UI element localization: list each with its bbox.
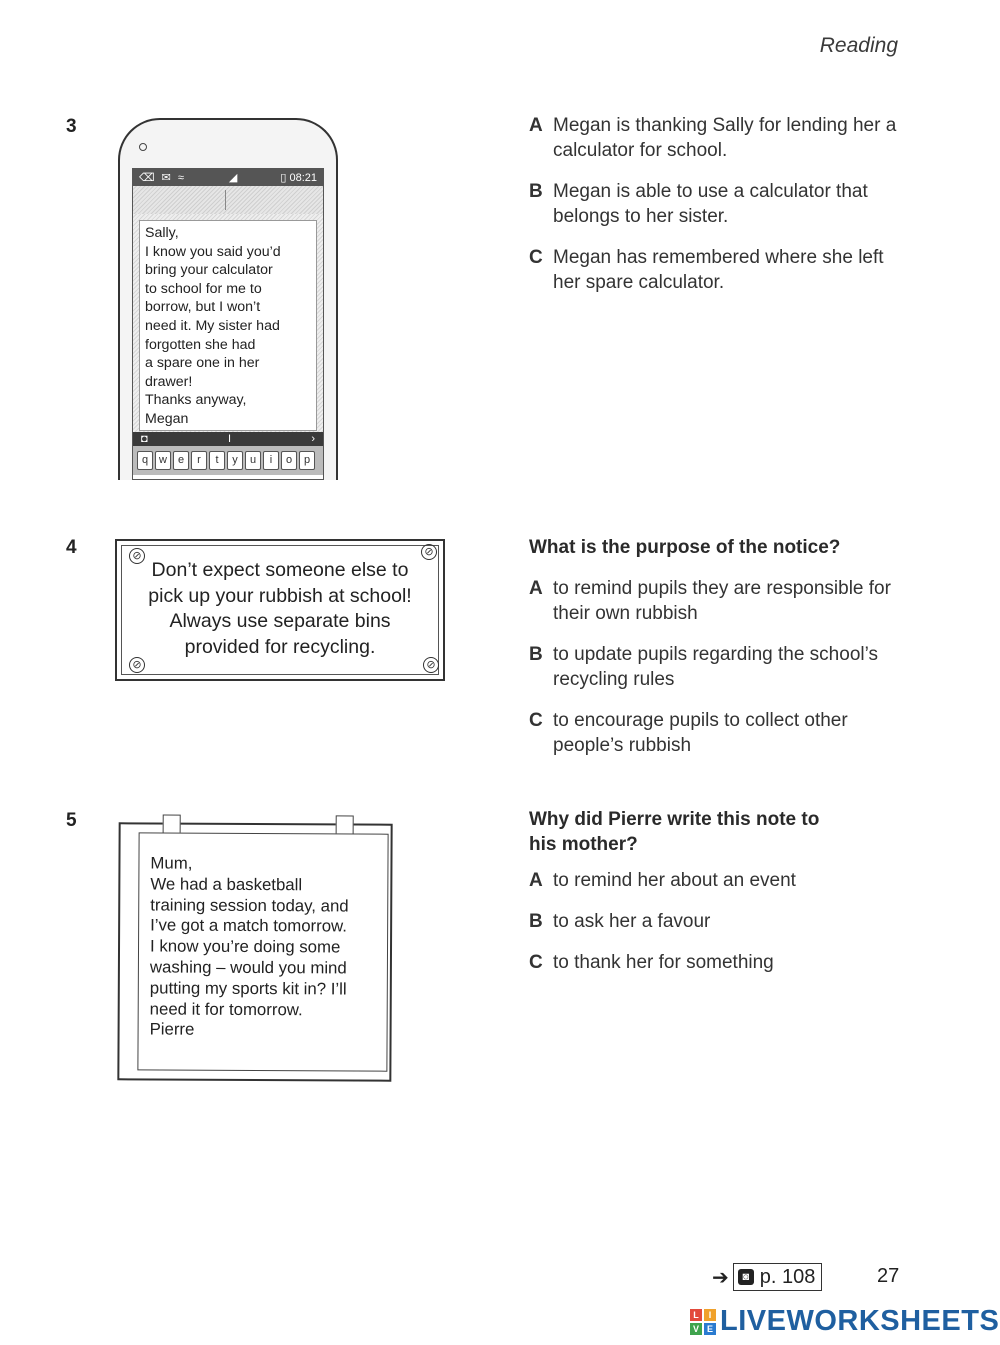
note-line: training session today, and xyxy=(150,895,349,916)
section-title: Reading xyxy=(819,34,898,57)
option-letter: C xyxy=(529,710,543,731)
option-b[interactable] xyxy=(529,642,898,692)
screw-icon: ⊘ xyxy=(129,657,145,673)
option-letter: A xyxy=(529,115,543,136)
option-letter: A xyxy=(529,870,543,891)
brand-logo-letter: I xyxy=(704,1309,716,1321)
question-text: What is the purpose of the notice? xyxy=(529,537,841,558)
phone-time: 08:21 xyxy=(289,172,317,184)
option-a[interactable] xyxy=(529,868,898,893)
notice-line: provided for recycling. xyxy=(184,635,376,658)
question-number-5: 5 xyxy=(66,810,77,831)
brand-name: LIVEWORKSHEETS xyxy=(720,1305,1000,1337)
keyboard-key: i xyxy=(263,451,279,470)
screw-icon: ⊘ xyxy=(129,548,145,564)
phone-keyboard xyxy=(133,446,323,475)
page-ref-text: p. 108 xyxy=(759,1265,816,1288)
option-b[interactable] xyxy=(529,179,898,229)
signal-icon: ◢ xyxy=(228,172,238,184)
notice-line: Always use separate bins xyxy=(169,610,391,632)
book-icon: ◙ xyxy=(738,1269,754,1285)
message-line: to school for me to xyxy=(145,280,262,297)
pinned-note xyxy=(117,822,392,1081)
option-text: to thank her for something xyxy=(553,952,774,973)
note-line: I know you’re doing some xyxy=(149,936,341,957)
message-area xyxy=(133,214,323,432)
message-box xyxy=(139,220,317,431)
q4-block xyxy=(529,535,898,758)
message-line: drawer! xyxy=(145,373,193,390)
option-text: to update pupils regarding the school’s recycling rules xyxy=(553,644,878,690)
keyboard-key: t xyxy=(209,451,225,470)
keyboard-key: o xyxy=(281,451,297,470)
note-line: I’ve got a match tomorrow. xyxy=(150,915,347,936)
note-line: Pierre xyxy=(149,1019,195,1040)
option-text: to encourage pupils to collect other people’s rubbish xyxy=(553,710,848,756)
option-text: to remind pupils they are responsible for their own rubbish xyxy=(553,578,891,624)
option-a[interactable] xyxy=(529,113,898,163)
keyboard-key: w xyxy=(155,451,171,470)
message-line: I know you said you’d xyxy=(145,243,281,260)
option-letter: C xyxy=(529,952,543,973)
option-c[interactable] xyxy=(529,245,898,295)
compose-bar xyxy=(133,432,323,446)
page-ref-box xyxy=(733,1263,823,1291)
option-a[interactable] xyxy=(529,576,898,626)
question-number-3: 3 xyxy=(66,116,77,137)
camera-icon: ◘ xyxy=(141,433,148,445)
brand-logo-letter: E xyxy=(704,1323,716,1335)
q5-block xyxy=(529,807,898,975)
note-line: washing – would you mind xyxy=(149,957,347,978)
status-icons: ⌫ ✉ ≈ xyxy=(139,172,186,184)
message-title-bar xyxy=(133,186,323,214)
message-line: borrow, but I won’t xyxy=(145,299,261,316)
option-text: Megan has remembered where she left her spare calculator. xyxy=(553,247,884,293)
option-letter: B xyxy=(529,644,543,665)
keyboard-key: p xyxy=(299,451,315,470)
phone-screen xyxy=(132,168,324,480)
arrow-right-icon: ➔ xyxy=(712,1266,729,1289)
notice-line: Don’t expect someone else to xyxy=(151,559,409,581)
note-line: need it for tomorrow. xyxy=(149,999,303,1019)
message-line: Sally, xyxy=(145,225,179,241)
option-text: to remind her about an event xyxy=(553,870,796,891)
brand-watermark xyxy=(690,1305,999,1338)
keyboard-key: u xyxy=(245,451,261,470)
phone-camera-icon xyxy=(139,143,147,151)
option-letter: C xyxy=(529,247,543,268)
page-reference[interactable] xyxy=(712,1263,822,1291)
brand-logo-icon xyxy=(690,1309,716,1335)
q3-options xyxy=(529,113,898,295)
notice-line: pick up your rubbish at school! xyxy=(148,584,412,607)
screw-icon: ⊘ xyxy=(421,544,437,560)
note-line: We had a basketball xyxy=(150,874,303,895)
screw-icon: ⊘ xyxy=(423,657,439,673)
message-line: bring your calculator xyxy=(145,262,273,279)
battery-icon: ▯ xyxy=(280,172,287,184)
phone-status-bar xyxy=(133,169,323,186)
option-letter: A xyxy=(529,578,543,599)
brand-logo-letter: L xyxy=(690,1309,702,1321)
question-number-4: 4 xyxy=(66,537,77,558)
option-text: to ask her a favour xyxy=(553,911,711,932)
question-text: Why did Pierre write this note to his mother? xyxy=(529,809,820,855)
option-c[interactable] xyxy=(529,708,898,758)
notice-sign xyxy=(115,539,445,681)
page-number: 27 xyxy=(877,1265,900,1287)
option-letter: B xyxy=(529,911,543,932)
option-text: Megan is able to use a calculator that belongs to her sister. xyxy=(553,181,868,227)
keyboard-key: e xyxy=(173,451,189,470)
note-line: putting my sports kit in? I’ll xyxy=(149,978,347,999)
message-line: a spare one in her xyxy=(145,355,260,372)
keyboard-key: q xyxy=(137,451,153,470)
brand-logo-letter: V xyxy=(690,1323,702,1335)
message-line: Thanks anyway, xyxy=(145,392,247,409)
text-cursor: I xyxy=(227,433,232,445)
message-line: need it. My sister had xyxy=(145,317,280,334)
message-line: forgotten she had xyxy=(145,336,256,353)
message-line: Megan xyxy=(145,410,189,427)
send-icon: › xyxy=(311,433,315,445)
keyboard-key: y xyxy=(227,451,243,470)
option-text: Megan is thanking Sally for lending her a calculator for school. xyxy=(553,115,897,161)
option-letter: B xyxy=(529,181,543,202)
phone-illustration xyxy=(118,118,338,480)
keyboard-key: r xyxy=(191,451,207,470)
option-b[interactable] xyxy=(529,909,898,934)
note-line: Mum, xyxy=(150,853,193,873)
option-c[interactable] xyxy=(529,950,898,975)
